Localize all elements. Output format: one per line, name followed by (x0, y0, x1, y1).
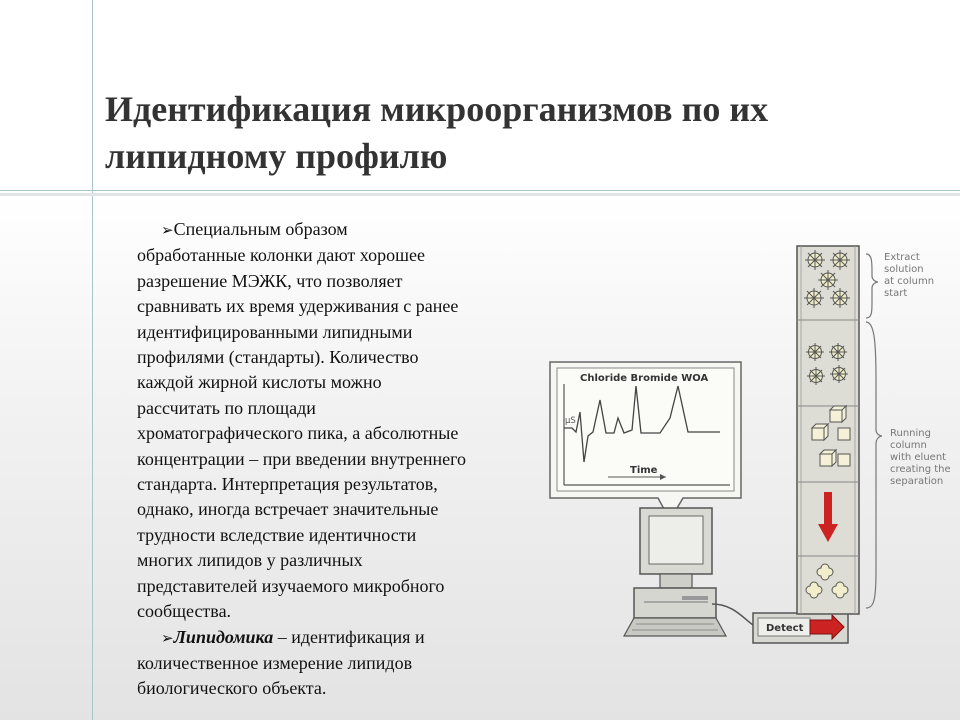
bullet-2-line-2: количественное измерение липидов (137, 652, 413, 673)
chromatogram-display (550, 362, 741, 520)
chromatography-column (797, 246, 859, 614)
bullet-1-line-11: однако, иногда встречает значительные (137, 499, 439, 520)
bullet-1-line-7: рассчитать по площади (137, 397, 316, 418)
bullet-1-first-line (137, 217, 532, 243)
bullet-2-line-3: биологического объекта. (137, 678, 327, 699)
bullet-1-line-13: многих липидов у различных (137, 550, 363, 571)
label-at-column: at column (884, 276, 935, 287)
chromatography-diagram (548, 240, 958, 650)
detector-label: Detect (766, 623, 804, 634)
decorative-vertical-line (92, 0, 93, 720)
decorative-horizontal-line (0, 190, 960, 191)
label-creating-the: creating the (890, 464, 951, 475)
detector (753, 613, 848, 643)
bullet-1-line-10: стандарта. Интерпретация результатов, (137, 474, 438, 495)
column-label-mid (890, 428, 951, 487)
label-start: start (884, 288, 908, 299)
diagram-svg (548, 240, 958, 650)
label-running: Running (890, 428, 931, 439)
bullet-1-line-1: обработанные колонки дают хорошее (137, 245, 425, 266)
lipidomics-term: Липидомика (173, 626, 274, 647)
bullet-1-line-8: хроматографического пика, а абсолютные (137, 423, 459, 444)
brace-bottom (866, 322, 882, 608)
label-separation: separation (890, 476, 944, 487)
y-axis-label: μS (565, 416, 576, 426)
bullet-1-line-14: представителей изучаемого микробного (137, 575, 445, 596)
computer-monitor (624, 508, 726, 636)
bullet-arrow-icon: ➢ (161, 221, 174, 239)
decorative-band (0, 193, 960, 196)
bullet-1-line-12: трудности вследствие идентичности (137, 524, 417, 545)
label-extract: Extract (884, 252, 920, 263)
bullet-1-line-15: сообщества. (137, 601, 232, 622)
column-label-top (884, 252, 934, 299)
bullet-1-line-5: профилями (стандарты). Количество (137, 347, 419, 368)
label-with-eluent: with eluent (890, 452, 947, 463)
chromatogram-header: Chloride Bromide WOA (580, 373, 709, 384)
body-text (137, 217, 532, 702)
bullet-1-line-9: концентрации – при введении внутреннего (137, 448, 467, 469)
slide-title (105, 86, 925, 180)
label-column: column (890, 440, 927, 451)
bullet-1-line-0: Специальным образом (173, 219, 348, 239)
bullet-2-line-1-rest: – идентификация и (273, 626, 425, 647)
bullet-1-line-2: разрешение МЭЖК, что позволяет (137, 270, 403, 291)
bullet-1 (137, 217, 532, 625)
title-line-1: Идентификация микроорганизмов по их (105, 89, 769, 129)
bullet-2-first-line (137, 625, 532, 651)
label-solution: solution (884, 264, 924, 275)
brace-top (866, 254, 878, 318)
bullet-arrow-icon: ➢ (161, 628, 174, 647)
title-line-2: липидному профилю (105, 136, 448, 176)
bullet-1-line-6: каждой жирной кислоты можно (137, 372, 382, 393)
bullet-1-line-4: идентифицированными липидными (137, 321, 413, 342)
bullet-1-line-3: сравнивать их время удерживания с ранее (137, 296, 459, 317)
bullet-2 (137, 625, 532, 702)
x-axis-label: Time (630, 465, 658, 476)
